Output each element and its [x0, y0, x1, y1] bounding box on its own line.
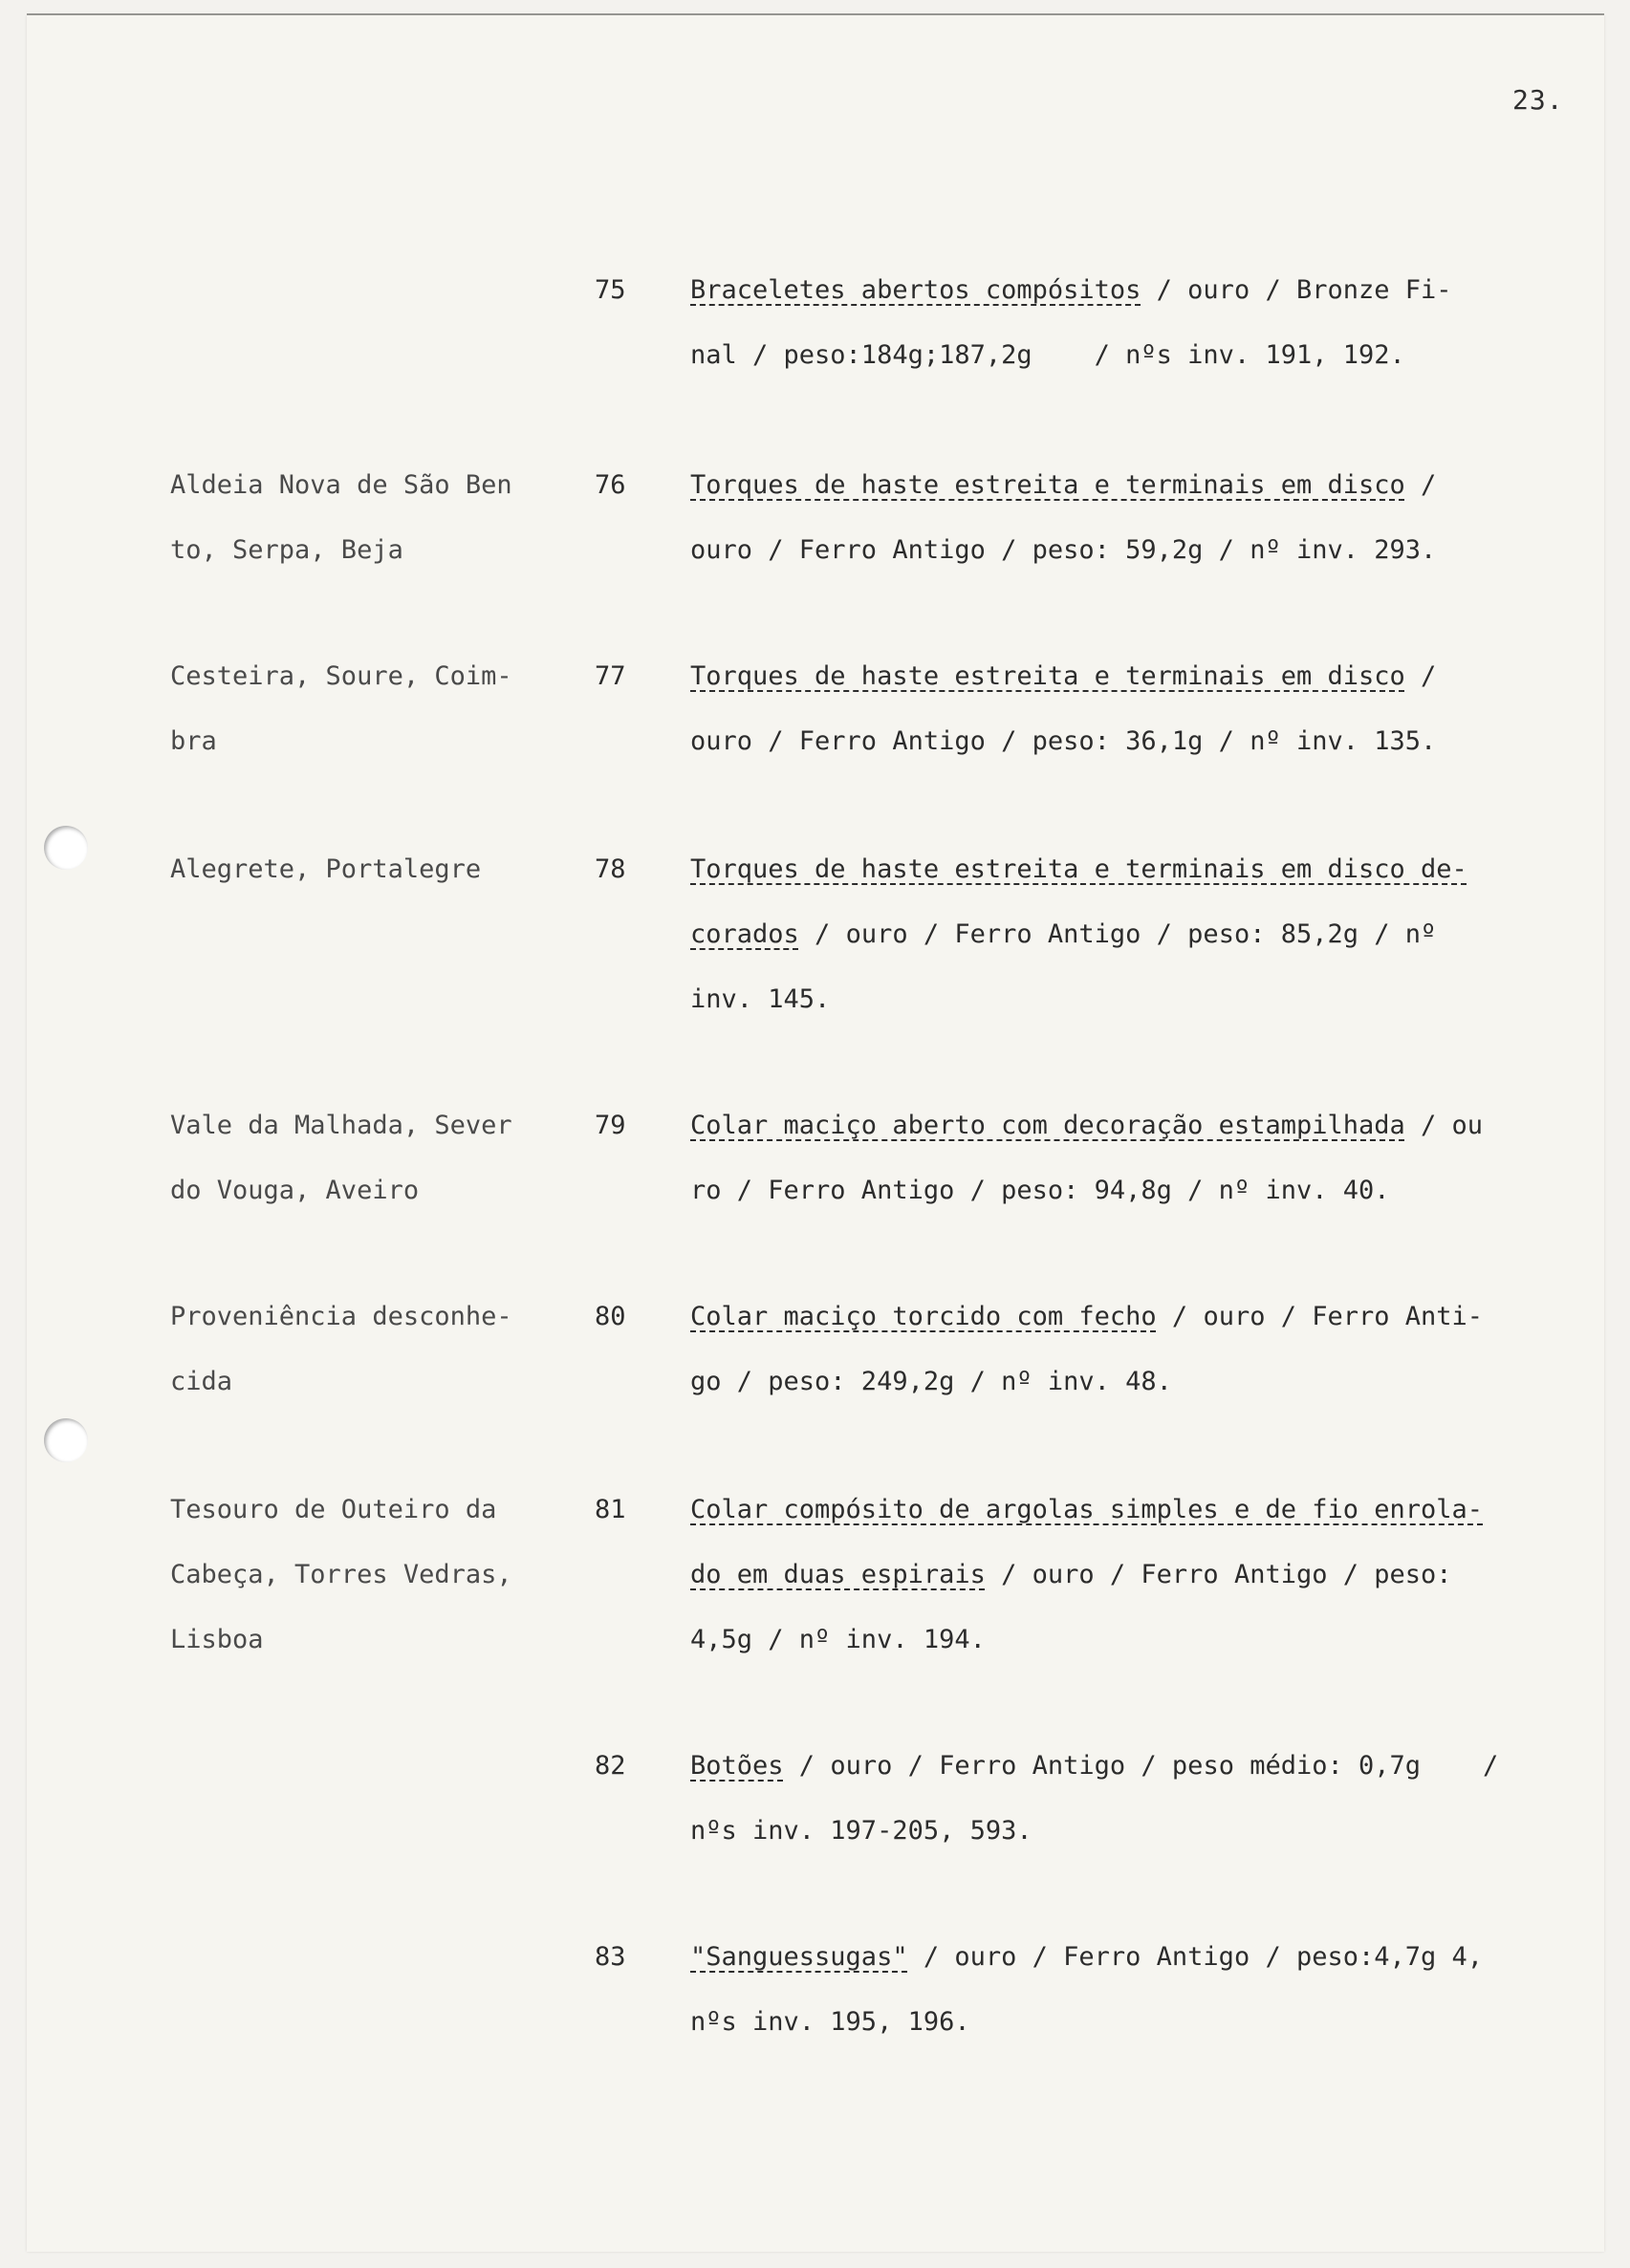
description-line: [690, 453, 1532, 518]
entry-description: [690, 258, 1532, 388]
entry-number: 76: [595, 470, 626, 500]
entry-number: 77: [595, 661, 626, 691]
entry-description: [690, 1925, 1532, 2055]
object-title: "Sanguessugas": [690, 1942, 908, 1972]
description-line: 4,5g / nº inv. 194.: [690, 1625, 986, 1654]
description-text: / ouro / Ferro Antigo / peso: 85,2g / nº: [798, 919, 1437, 949]
entry-number: 81: [595, 1495, 626, 1524]
object-title: Colar compósito de argolas simples e de fio enrola-: [690, 1495, 1484, 1524]
description-line: ouro / Ferro Antigo / peso: 59,2g / nº inv. 293.: [690, 535, 1437, 565]
object-title: Torques de haste estreita e terminais em disco: [690, 661, 1405, 691]
object-title: Botões: [690, 1751, 784, 1781]
description-line: [690, 1093, 1532, 1158]
description-text: /: [1404, 661, 1437, 691]
object-title: Braceletes abertos compósitos: [690, 275, 1141, 305]
description-text: /: [1404, 470, 1437, 500]
entry-number: 78: [595, 854, 626, 884]
provenance-line: Cabeça, Torres Vedras,: [170, 1560, 512, 1589]
description-line: [690, 258, 1532, 323]
description-line: [690, 1543, 1532, 1608]
entry-description: [690, 1478, 1532, 1673]
description-line: inv. 145.: [690, 984, 831, 1014]
entry-description: [690, 644, 1532, 774]
entry-number: 83: [595, 1942, 626, 1972]
description-text: / ouro / Ferro Antigo / peso médio: 0,7g /: [783, 1751, 1499, 1781]
description-line: nºs inv. 195, 196.: [690, 2007, 970, 2037]
description-line: [690, 902, 1532, 967]
description-text: / ouro / Ferro Anti-: [1156, 1302, 1484, 1331]
object-title-continued: corados: [690, 919, 799, 949]
description-line: [690, 1285, 1532, 1350]
description-line: nal / peso:184g;187,2g / nºs inv. 191, 192.: [690, 340, 1405, 370]
entry-number: 75: [595, 275, 626, 305]
description-line: [690, 837, 1532, 902]
provenance-line: to, Serpa, Beja: [170, 535, 403, 565]
description-line: ouro / Ferro Antigo / peso: 36,1g / nº inv. 135.: [690, 726, 1437, 756]
entry-description: [690, 1734, 1532, 1864]
entry-description: [690, 1093, 1532, 1223]
provenance-line: Proveniência desconhe-: [170, 1302, 512, 1331]
entry-description: [690, 837, 1532, 1032]
description-text: / ouro / Bronze Fi-: [1141, 275, 1452, 305]
provenance-line: do Vouga, Aveiro: [170, 1176, 420, 1205]
description-text: / ouro / Ferro Antigo / peso:: [985, 1560, 1452, 1589]
punch-hole-upper: [44, 826, 88, 870]
provenance: [170, 1478, 553, 1673]
description-line: [690, 644, 1532, 709]
description-text: / ouro / Ferro Antigo / peso:4,7g 4,: [907, 1942, 1484, 1972]
description-line: [690, 1925, 1532, 1990]
object-title: Torques de haste estreita e terminais em disco: [690, 470, 1405, 500]
description-text: / ou: [1404, 1111, 1484, 1140]
description-line: go / peso: 249,2g / nº inv. 48.: [690, 1367, 1172, 1396]
description-line: nºs inv. 197-205, 593.: [690, 1816, 1032, 1846]
provenance-line: Vale da Malhada, Sever: [170, 1111, 512, 1140]
provenance-line: Cesteira, Soure, Coim-: [170, 661, 512, 691]
provenance: [170, 644, 553, 774]
entry-description: [690, 453, 1532, 583]
entry-number: 80: [595, 1302, 626, 1331]
page-number: 23.: [1512, 84, 1564, 116]
object-title: Colar maciço aberto com decoração estampilhada: [690, 1111, 1405, 1140]
entry-number: 79: [595, 1111, 626, 1140]
provenance-line: bra: [170, 726, 217, 756]
object-title: Colar maciço torcido com fecho: [690, 1302, 1157, 1331]
provenance-line: cida: [170, 1367, 233, 1396]
provenance: [170, 1093, 553, 1223]
provenance-line: Tesouro de Outeiro da: [170, 1495, 497, 1524]
provenance-line: Lisboa: [170, 1625, 264, 1654]
entry-number: 82: [595, 1751, 626, 1781]
description-line: [690, 1478, 1532, 1543]
description-line: [690, 1734, 1532, 1799]
provenance-line: Aldeia Nova de São Ben: [170, 470, 512, 500]
description-line: ro / Ferro Antigo / peso: 94,8g / nº inv. 40.: [690, 1176, 1390, 1205]
object-title: Torques de haste estreita e terminais em disco de-: [690, 854, 1467, 884]
provenance: [170, 1285, 553, 1415]
provenance: [170, 453, 553, 583]
provenance: [170, 837, 553, 902]
provenance-line: Alegrete, Portalegre: [170, 854, 482, 884]
entry-description: [690, 1285, 1532, 1415]
object-title-continued: do em duas espirais: [690, 1560, 986, 1589]
punch-hole-lower: [44, 1418, 88, 1462]
